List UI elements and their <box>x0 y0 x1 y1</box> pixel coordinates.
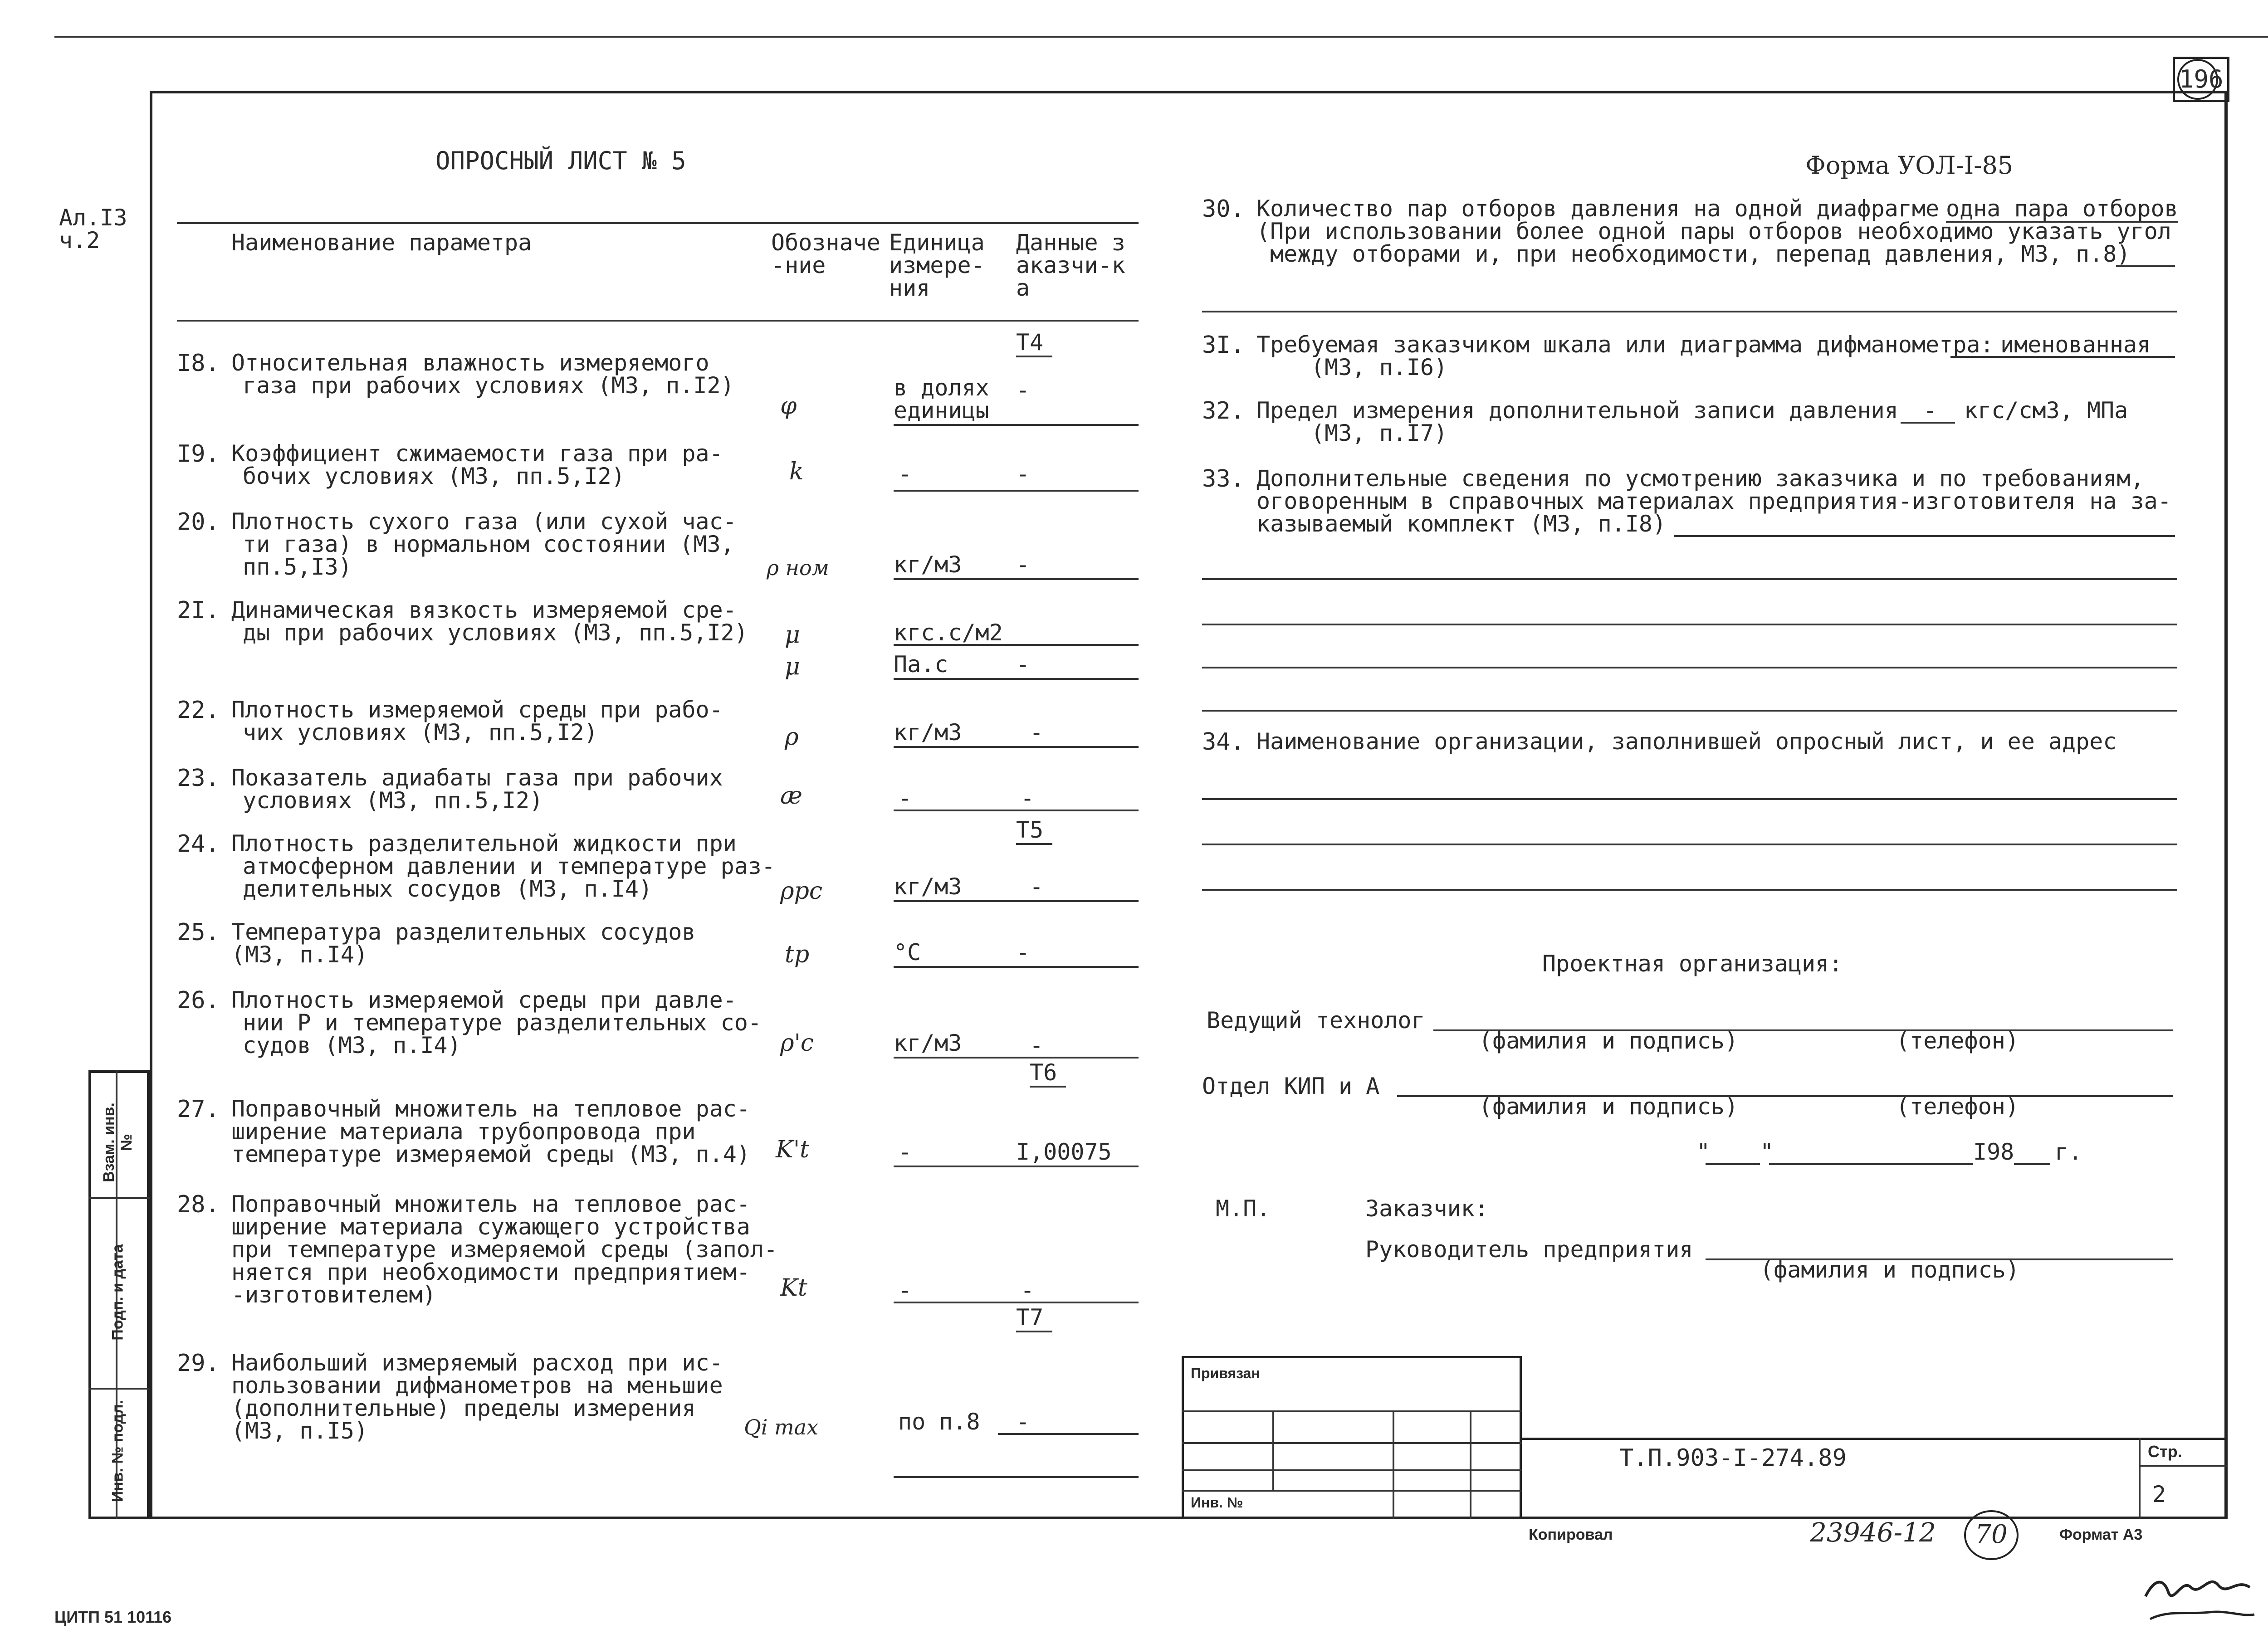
table-ref-t7: Т7 <box>1016 1306 1052 1332</box>
q33-text: оговоренным в справочных материалах предприятия-изготовителя на за- <box>1256 488 2171 514</box>
unit: единицы <box>894 397 989 424</box>
row-name: судов (МЗ, п.I4) <box>243 1032 461 1058</box>
value: - <box>1016 1409 1030 1435</box>
row-name: Коэффициент сжимаемости газа при ра- <box>231 440 723 467</box>
row-name: условиях (МЗ, пп.5,I2) <box>243 787 543 814</box>
symbol: ρ <box>785 723 799 751</box>
row-name: Плотность измеряемой среды при рабо- <box>231 697 723 723</box>
row-name: Плотность измеряемой среды при давле- <box>231 987 737 1013</box>
q31-note: (МЗ, п.I6) <box>1311 354 1448 380</box>
row-num: 20. <box>177 508 220 536</box>
row-num: 25. <box>177 919 220 946</box>
unit: - <box>898 1139 912 1165</box>
unit: - <box>898 785 912 811</box>
value: - <box>1016 651 1030 678</box>
q34-answer-line[interactable] <box>1202 889 2177 891</box>
sheet-number-circle: 196 <box>2177 59 2218 100</box>
row-name: Динамическая вязкость измеряемой сре- <box>231 597 737 623</box>
value: - <box>1016 461 1030 487</box>
label-vzam-inv: Взам. инв.№ <box>100 1102 135 1182</box>
q30-note: между отборами и, при необходимости, перепад давления, МЗ, п.8) <box>1270 241 2131 267</box>
q32-num: 32. <box>1202 397 1245 424</box>
row-name: -изготовителем) <box>231 1282 436 1308</box>
row-name: Температура разделительных сосудов <box>231 919 696 945</box>
row-name: няется при необходимости предприятием- <box>231 1259 750 1285</box>
row-name: (дополнительные) пределы измерения <box>231 1395 696 1421</box>
doc-code: Т.П.903-I-274.89 <box>1619 1444 1847 1472</box>
row-name: пп.5,I3) <box>243 554 352 580</box>
phone-caption: (телефон) <box>1896 1093 2019 1120</box>
date-quote: " <box>1696 1139 1711 1165</box>
symbol: K't <box>776 1136 810 1163</box>
row-num: 26. <box>177 987 220 1014</box>
org-title: Проектная организация: <box>1542 951 1843 977</box>
kip-dept-label: Отдел КИП и А <box>1202 1073 1380 1099</box>
q32-unit: кгс/см3, МПа <box>1964 397 2128 424</box>
row-name: пользовании дифманометров на меньшие <box>231 1372 723 1399</box>
unit: - <box>898 461 912 487</box>
date-suffix: г. <box>2055 1139 2082 1165</box>
row-name: (МЗ, п.I4) <box>231 941 368 968</box>
phone-caption: (телефон) <box>1896 1028 2019 1054</box>
q34-text: Наименование организации, заполнившей опросный лист, и ее адрес <box>1256 728 2117 755</box>
q33-answer-line[interactable] <box>1202 710 2177 712</box>
value: - <box>1016 939 1030 966</box>
unit: в долях <box>894 375 989 401</box>
value: - <box>1030 873 1044 900</box>
row-name: чих условиях (МЗ, пп.5,I2) <box>243 719 598 746</box>
q31-num: 3I. <box>1202 332 1245 359</box>
q33-answer-line[interactable] <box>1202 578 2177 580</box>
row-name: ды при рабочих условиях (МЗ, пп.5,I2) <box>243 619 748 646</box>
format-label: Формат А3 <box>2059 1526 2143 1543</box>
row-num: 27. <box>177 1096 220 1123</box>
q34-num: 34. <box>1202 728 1245 756</box>
header-customer: Данные заказчи-ка <box>1016 229 1125 301</box>
archive-circle: 70 <box>1964 1510 2019 1560</box>
symbol: k <box>789 458 804 485</box>
table-ref-t4: Т4 <box>1016 331 1052 357</box>
q30-num: 30. <box>1202 195 1245 223</box>
sig-caption: (фамилия и подпись) <box>1760 1257 2019 1283</box>
table-ref-t6: Т6 <box>1030 1061 1066 1088</box>
row-name: бочих условиях (МЗ, пп.5,I2) <box>243 463 625 489</box>
q33-text: казываемый комплект (МЗ, п.I8) <box>1256 511 1667 537</box>
form-name: Форма УОЛ-I-85 <box>1805 151 2014 180</box>
printer-code: ЦИТП 51 10116 <box>54 1608 172 1626</box>
signature-scribble <box>2141 1560 2259 1628</box>
q33-text: Дополнительные сведения по усмотрению заказчика и по требованиям, <box>1256 465 2144 492</box>
lead-tech-label: Ведущий технолог <box>1207 1007 1425 1034</box>
symbol: Qi max <box>744 1415 819 1439</box>
row-num: 2I. <box>177 597 220 624</box>
unit: кгс.с/м2 <box>894 619 1003 646</box>
value: - <box>1016 551 1030 578</box>
symbol: Kt <box>780 1274 807 1302</box>
label-podp-data: Подп. и дата <box>109 1244 127 1341</box>
symbol: æ <box>780 782 802 810</box>
row-num: 22. <box>177 697 220 724</box>
symbol: tр <box>785 941 810 968</box>
date-day-line[interactable] <box>1706 1163 1760 1165</box>
q32-answer: - <box>1923 397 1937 424</box>
value: - <box>1021 785 1035 811</box>
album-ref-2: ч.2 <box>59 227 100 254</box>
unit: по п.8 <box>898 1409 980 1435</box>
top-rule <box>54 36 2268 38</box>
unit: кг/м3 <box>894 551 962 578</box>
symbol: ρ'с <box>780 1029 814 1057</box>
value: - <box>1030 1032 1044 1058</box>
symbol: φ <box>780 392 797 419</box>
row-name: Относительная влажность измеряемого <box>231 350 709 376</box>
archive-number: 23946-12 <box>1810 1517 1936 1548</box>
q34-answer-line[interactable] <box>1202 798 2177 800</box>
q30-answer: одна пара отборов <box>1946 195 2178 222</box>
unit: Па.с <box>894 651 948 678</box>
row-name: (МЗ, п.I5) <box>231 1418 368 1444</box>
value: - <box>1021 1277 1035 1303</box>
q31-answer: именованная <box>2000 332 2151 358</box>
date-year: I98 <box>1973 1139 2014 1165</box>
stamp-mp: М.П. <box>1216 1195 1271 1222</box>
q33-answer-line[interactable] <box>1202 667 2177 668</box>
unit: кг/м3 <box>894 1030 962 1056</box>
row-num: I9. <box>177 440 220 468</box>
unit: кг/м3 <box>894 873 962 900</box>
q34-answer-line[interactable] <box>1202 844 2177 845</box>
privyazan-label: Привязан <box>1191 1365 1260 1381</box>
row-name: ти газа) в нормальном состоянии (МЗ, <box>243 531 734 557</box>
page-label: Стр. <box>2148 1442 2182 1461</box>
unit: - <box>898 1277 912 1303</box>
q33-answer-line[interactable] <box>1202 624 2177 625</box>
row-num: 24. <box>177 830 220 858</box>
value: - <box>1016 377 1030 403</box>
header-param: Наименование параметра <box>231 229 532 256</box>
row-name: Наибольший измеряемый расход при ис- <box>231 1350 723 1376</box>
sig-caption: (фамилия и подпись) <box>1479 1028 1738 1054</box>
copied-label: Копировал <box>1529 1526 1613 1543</box>
row-num: 29. <box>177 1350 220 1377</box>
row-name: делительных сосудов (МЗ, п.I4) <box>243 876 653 902</box>
q32-note: (МЗ, п.I7) <box>1311 420 1448 446</box>
header-designation: Обозначе-ние <box>771 229 880 278</box>
table-ref-t5: Т5 <box>1016 819 1052 845</box>
date-month-line[interactable] <box>1769 1163 1973 1165</box>
value: I,00075 <box>1016 1139 1112 1165</box>
sig-caption: (фамилия и подпись) <box>1479 1093 1738 1120</box>
row-name: ширение материала трубопровода при <box>231 1118 696 1145</box>
date-year-line[interactable] <box>2014 1163 2050 1165</box>
row-name: атмосферном давлении и температуре раз- <box>243 853 775 879</box>
q32-text: Предел измерения дополнительной записи давления <box>1256 397 1898 424</box>
row-num: 23. <box>177 765 220 792</box>
row-name: газа при рабочих условиях (МЗ, п.I2) <box>243 372 734 399</box>
row-name: при температуре измеряемой среды (запол- <box>231 1236 778 1263</box>
row-num: 28. <box>177 1191 220 1218</box>
director-label: Руководитель предприятия <box>1365 1236 1693 1263</box>
inv-no-label: Инв. № <box>1191 1494 1243 1511</box>
value: - <box>1030 719 1044 746</box>
symbol: μ <box>785 653 800 680</box>
symbol: ρ ном <box>767 556 829 580</box>
page-value: 2 <box>2152 1481 2166 1507</box>
date-quote: " <box>1760 1139 1774 1165</box>
q30-note: (При использовании более одной пары отборов необходимо указать угол <box>1256 218 2171 244</box>
row-name: нии Р и температуре разделительных со- <box>243 1010 762 1036</box>
q33-num: 33. <box>1202 465 1245 493</box>
header-unit: Единица измере-ния <box>889 229 985 301</box>
unit: °C <box>894 939 921 966</box>
row-name: ширение материала сужающего устройства <box>231 1214 750 1240</box>
row-name: Плотность сухого газа (или сухой час- <box>231 508 737 535</box>
customer-label: Заказчик: <box>1365 1195 1488 1222</box>
row-name: Поправочный множитель на тепловое рас- <box>231 1191 750 1217</box>
page-title: ОПРОСНЫЙ ЛИСТ № 5 <box>435 146 686 175</box>
row-name: Поправочный множитель на тепловое рас- <box>231 1096 750 1122</box>
q30-text: Количество пар отборов давления на одной диафрагме <box>1256 195 1940 222</box>
outer-right-border <box>2225 91 2228 1519</box>
row-name: Плотность разделительной жидкости при <box>231 830 737 857</box>
q31-text: Требуемая заказчиком шкала или диаграмма дифманометра: <box>1256 332 1994 358</box>
album-ref-1: Ал.I3 <box>59 205 127 231</box>
symbol: μ <box>785 621 800 649</box>
row-num: I8. <box>177 350 220 377</box>
symbol: ρрс <box>780 878 822 905</box>
row-name: температуре измеряемой среды (МЗ, п.4) <box>231 1141 750 1167</box>
q33-answer-line[interactable] <box>1674 535 2175 537</box>
row-name: Показатель адиабаты газа при рабочих <box>231 765 723 791</box>
label-inv-podl: Инв. № подл. <box>109 1400 127 1502</box>
unit: кг/м3 <box>894 719 962 746</box>
